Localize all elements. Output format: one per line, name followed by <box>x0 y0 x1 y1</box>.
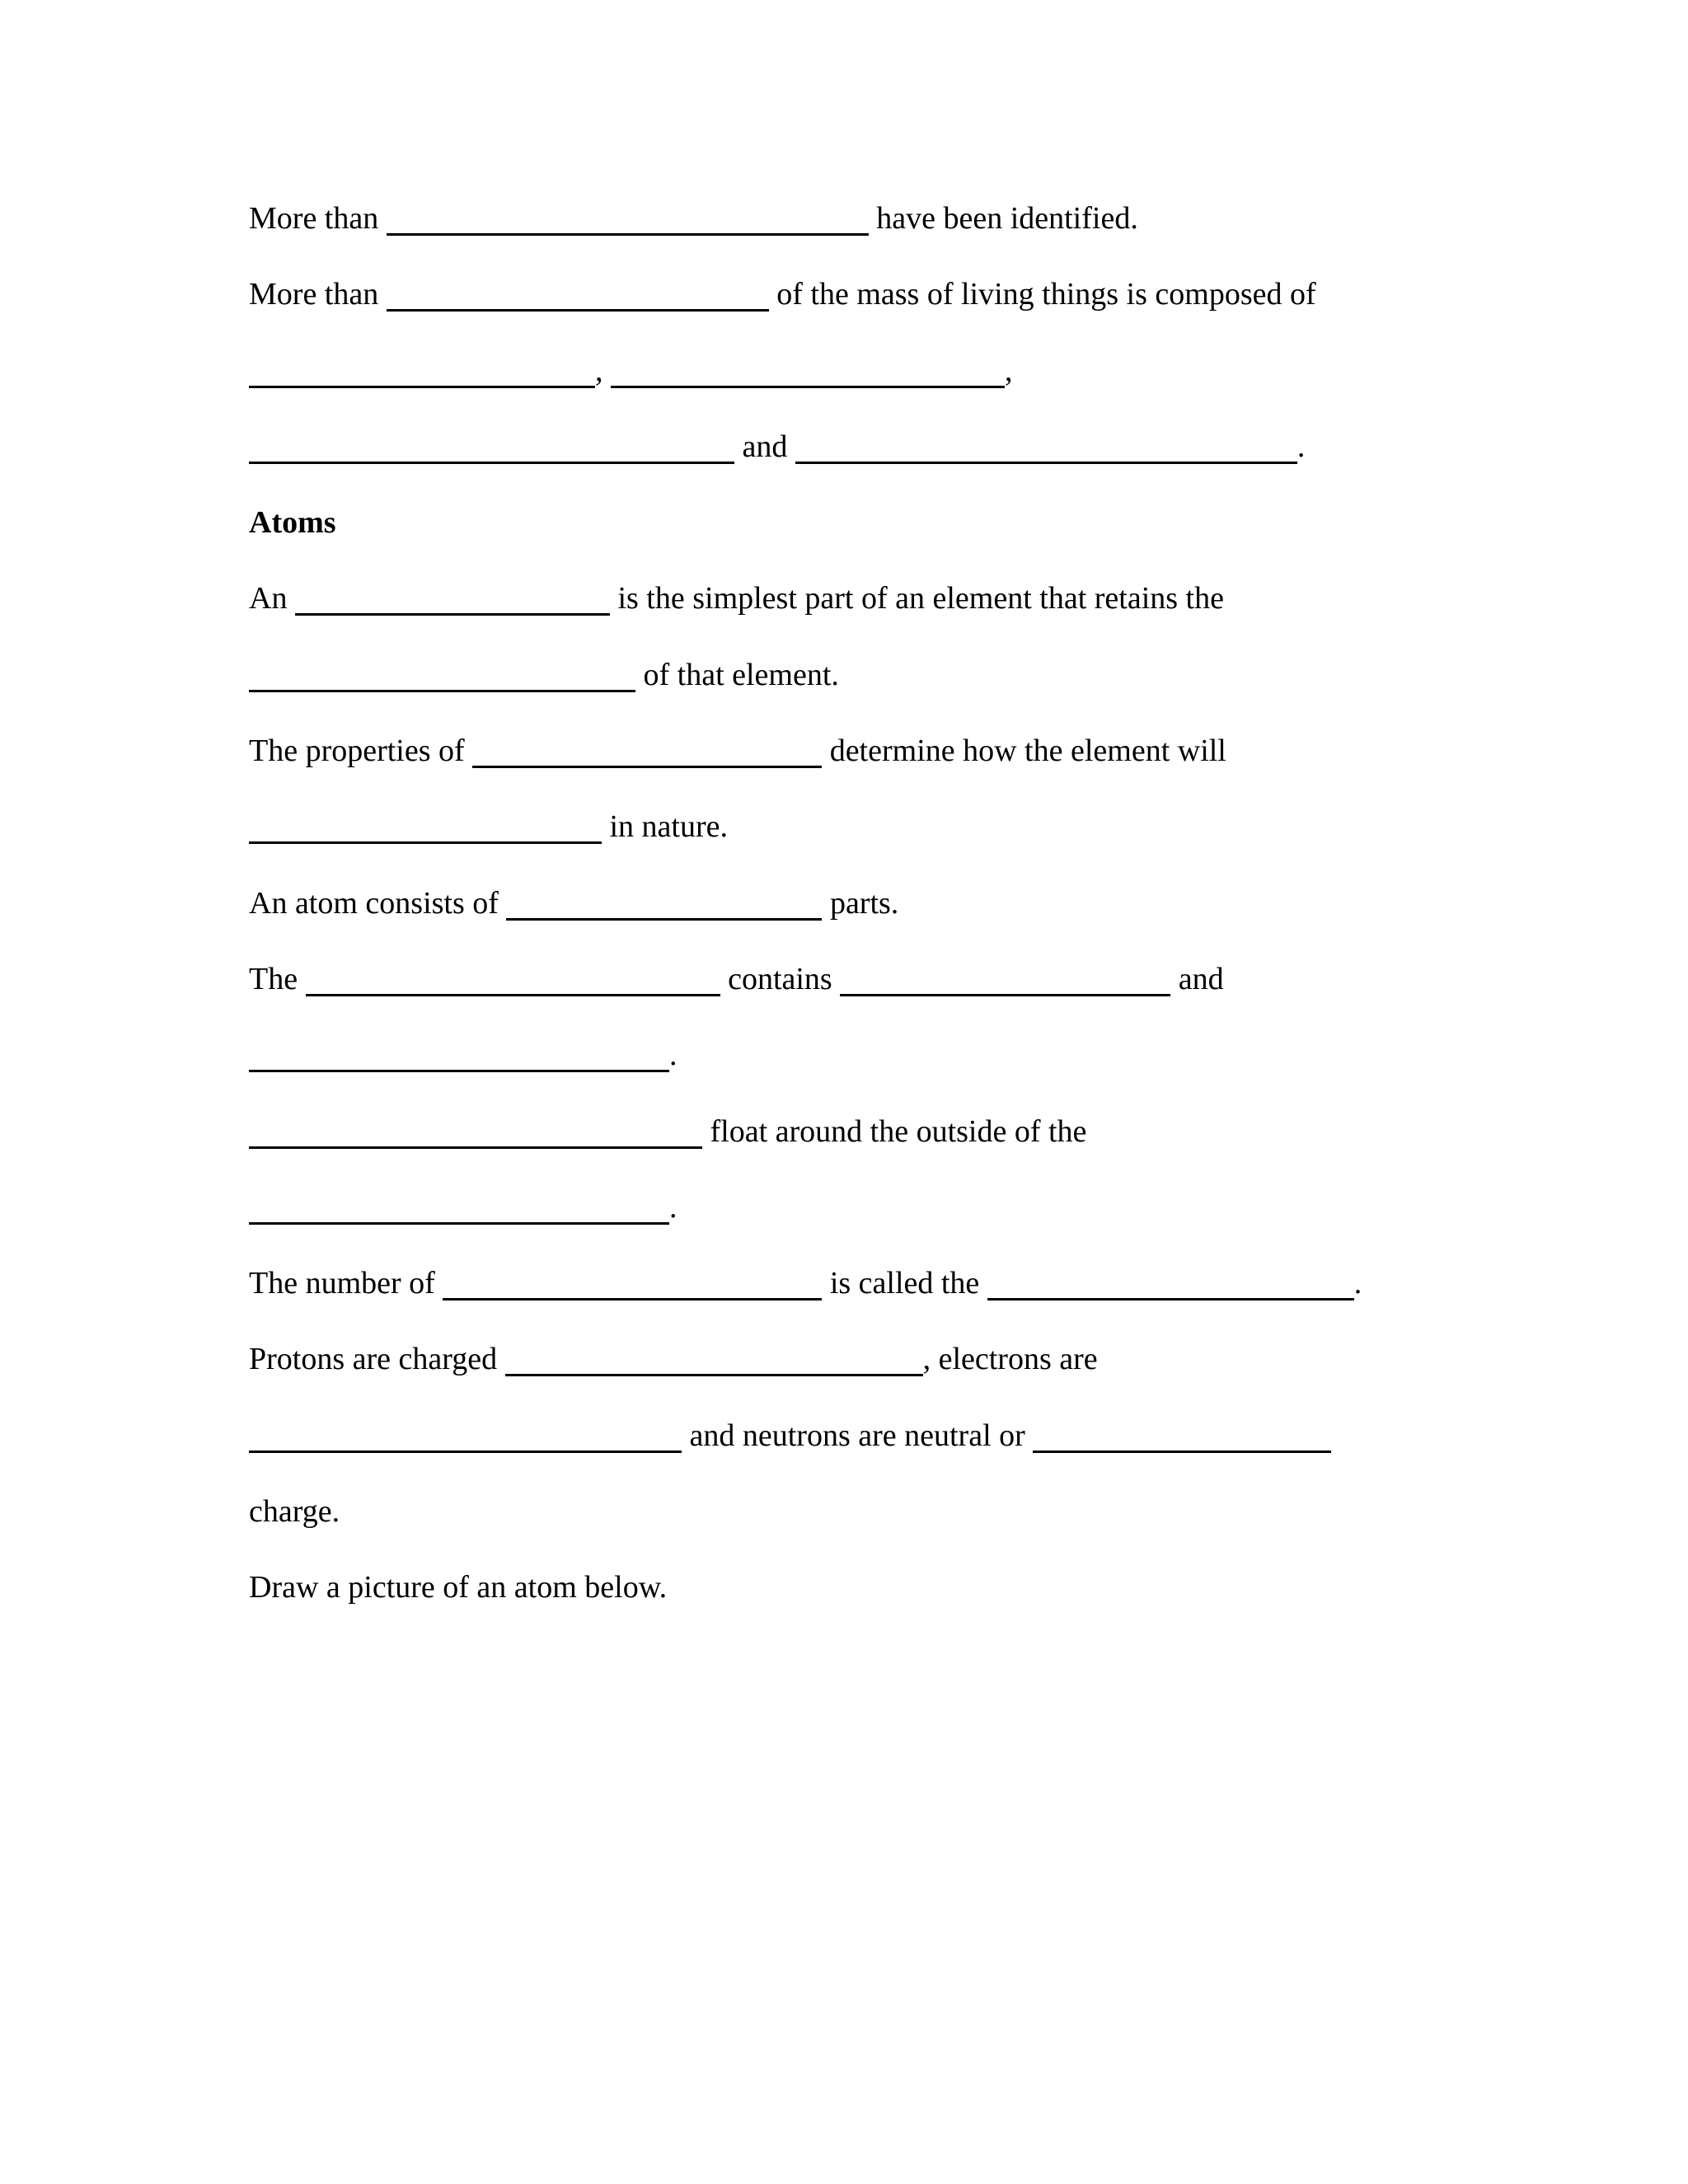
text-run: is called the <box>822 1266 987 1301</box>
text-run: and <box>1170 961 1224 996</box>
line-elements-identified <box>249 180 1362 256</box>
line-atomic-number <box>249 1245 1362 1321</box>
text-run: Atoms <box>249 505 336 541</box>
text-run: charge. <box>249 1494 340 1530</box>
text-run: in nature. <box>602 809 729 845</box>
text-run: contains <box>720 961 841 996</box>
fill-in-blank <box>472 766 822 768</box>
text-run: . <box>669 1189 678 1225</box>
line-draw-atom <box>249 1549 1362 1625</box>
fill-in-blank <box>443 1298 822 1301</box>
text-run: have been identified. <box>868 201 1138 236</box>
line-charges-continued <box>249 1398 1362 1474</box>
fill-in-blank <box>249 1222 669 1225</box>
text-run: determine how the element will <box>822 733 1226 769</box>
line-composed-blanks-1 <box>249 333 1362 409</box>
text-run: Protons are charged <box>249 1342 505 1377</box>
line-atom-parts <box>249 865 1362 941</box>
fill-in-blank <box>295 613 610 616</box>
text-run: of the mass of living things is composed of <box>768 277 1316 312</box>
heading-atoms <box>249 485 1362 560</box>
text-run: An <box>249 581 295 616</box>
text-run: and neutrons are neutral or <box>682 1418 1034 1453</box>
fill-in-blank <box>795 462 1297 464</box>
text-run: The properties of <box>249 733 473 769</box>
text-run: and <box>734 429 795 464</box>
fill-in-blank <box>506 918 822 921</box>
text-run: Draw a picture of an atom below. <box>249 1570 668 1605</box>
fill-in-blank <box>387 309 769 312</box>
fill-in-blank <box>987 1298 1354 1301</box>
fill-in-blank <box>249 1146 702 1149</box>
fill-in-blank <box>840 994 1170 996</box>
fill-in-blank <box>249 1451 682 1453</box>
text-run: float around the outside of the <box>702 1113 1087 1149</box>
fill-in-blank <box>249 386 595 388</box>
text-run: The number of <box>249 1266 443 1301</box>
fill-in-blank <box>249 462 734 464</box>
line-electrons-float-1 <box>249 1094 1362 1169</box>
fill-in-blank <box>387 233 869 236</box>
line-composed-blanks-2 <box>249 409 1362 485</box>
fill-in-blank <box>611 386 1005 388</box>
text-run: parts. <box>822 885 899 921</box>
text-run: More than <box>249 277 387 312</box>
line-proton-charge <box>249 1321 1362 1397</box>
line-nucleus-contains-2 <box>249 1017 1362 1093</box>
text-run: . <box>669 1038 678 1073</box>
text-run: The <box>249 961 306 996</box>
text-run: More than <box>249 201 387 236</box>
fill-in-blank <box>306 994 720 996</box>
text-run: , <box>1005 353 1013 388</box>
line-mass-composed <box>249 256 1362 332</box>
line-nucleus-contains-1 <box>249 941 1362 1017</box>
fill-in-blank <box>249 1070 669 1072</box>
line-atom-definition-2 <box>249 637 1362 713</box>
line-properties-2 <box>249 789 1362 865</box>
text-run: , electrons are <box>922 1342 1098 1377</box>
text-run: , <box>595 353 611 388</box>
fill-in-blank <box>505 1374 923 1376</box>
line-electrons-float-2 <box>249 1169 1362 1245</box>
line-atom-definition-1 <box>249 560 1362 636</box>
text-run: . <box>1353 1266 1362 1301</box>
line-charge-end <box>249 1474 1362 1549</box>
text-run: An atom consists of <box>249 885 507 921</box>
fill-in-blank <box>249 690 635 692</box>
document-lines <box>249 180 1362 1626</box>
line-properties-1 <box>249 713 1362 789</box>
text-run: of that element. <box>635 657 839 692</box>
text-run: . <box>1296 429 1306 464</box>
fill-in-blank <box>1033 1451 1331 1453</box>
text-run: is the simplest part of an element that retains the <box>609 581 1224 616</box>
fill-in-blank <box>249 841 602 844</box>
